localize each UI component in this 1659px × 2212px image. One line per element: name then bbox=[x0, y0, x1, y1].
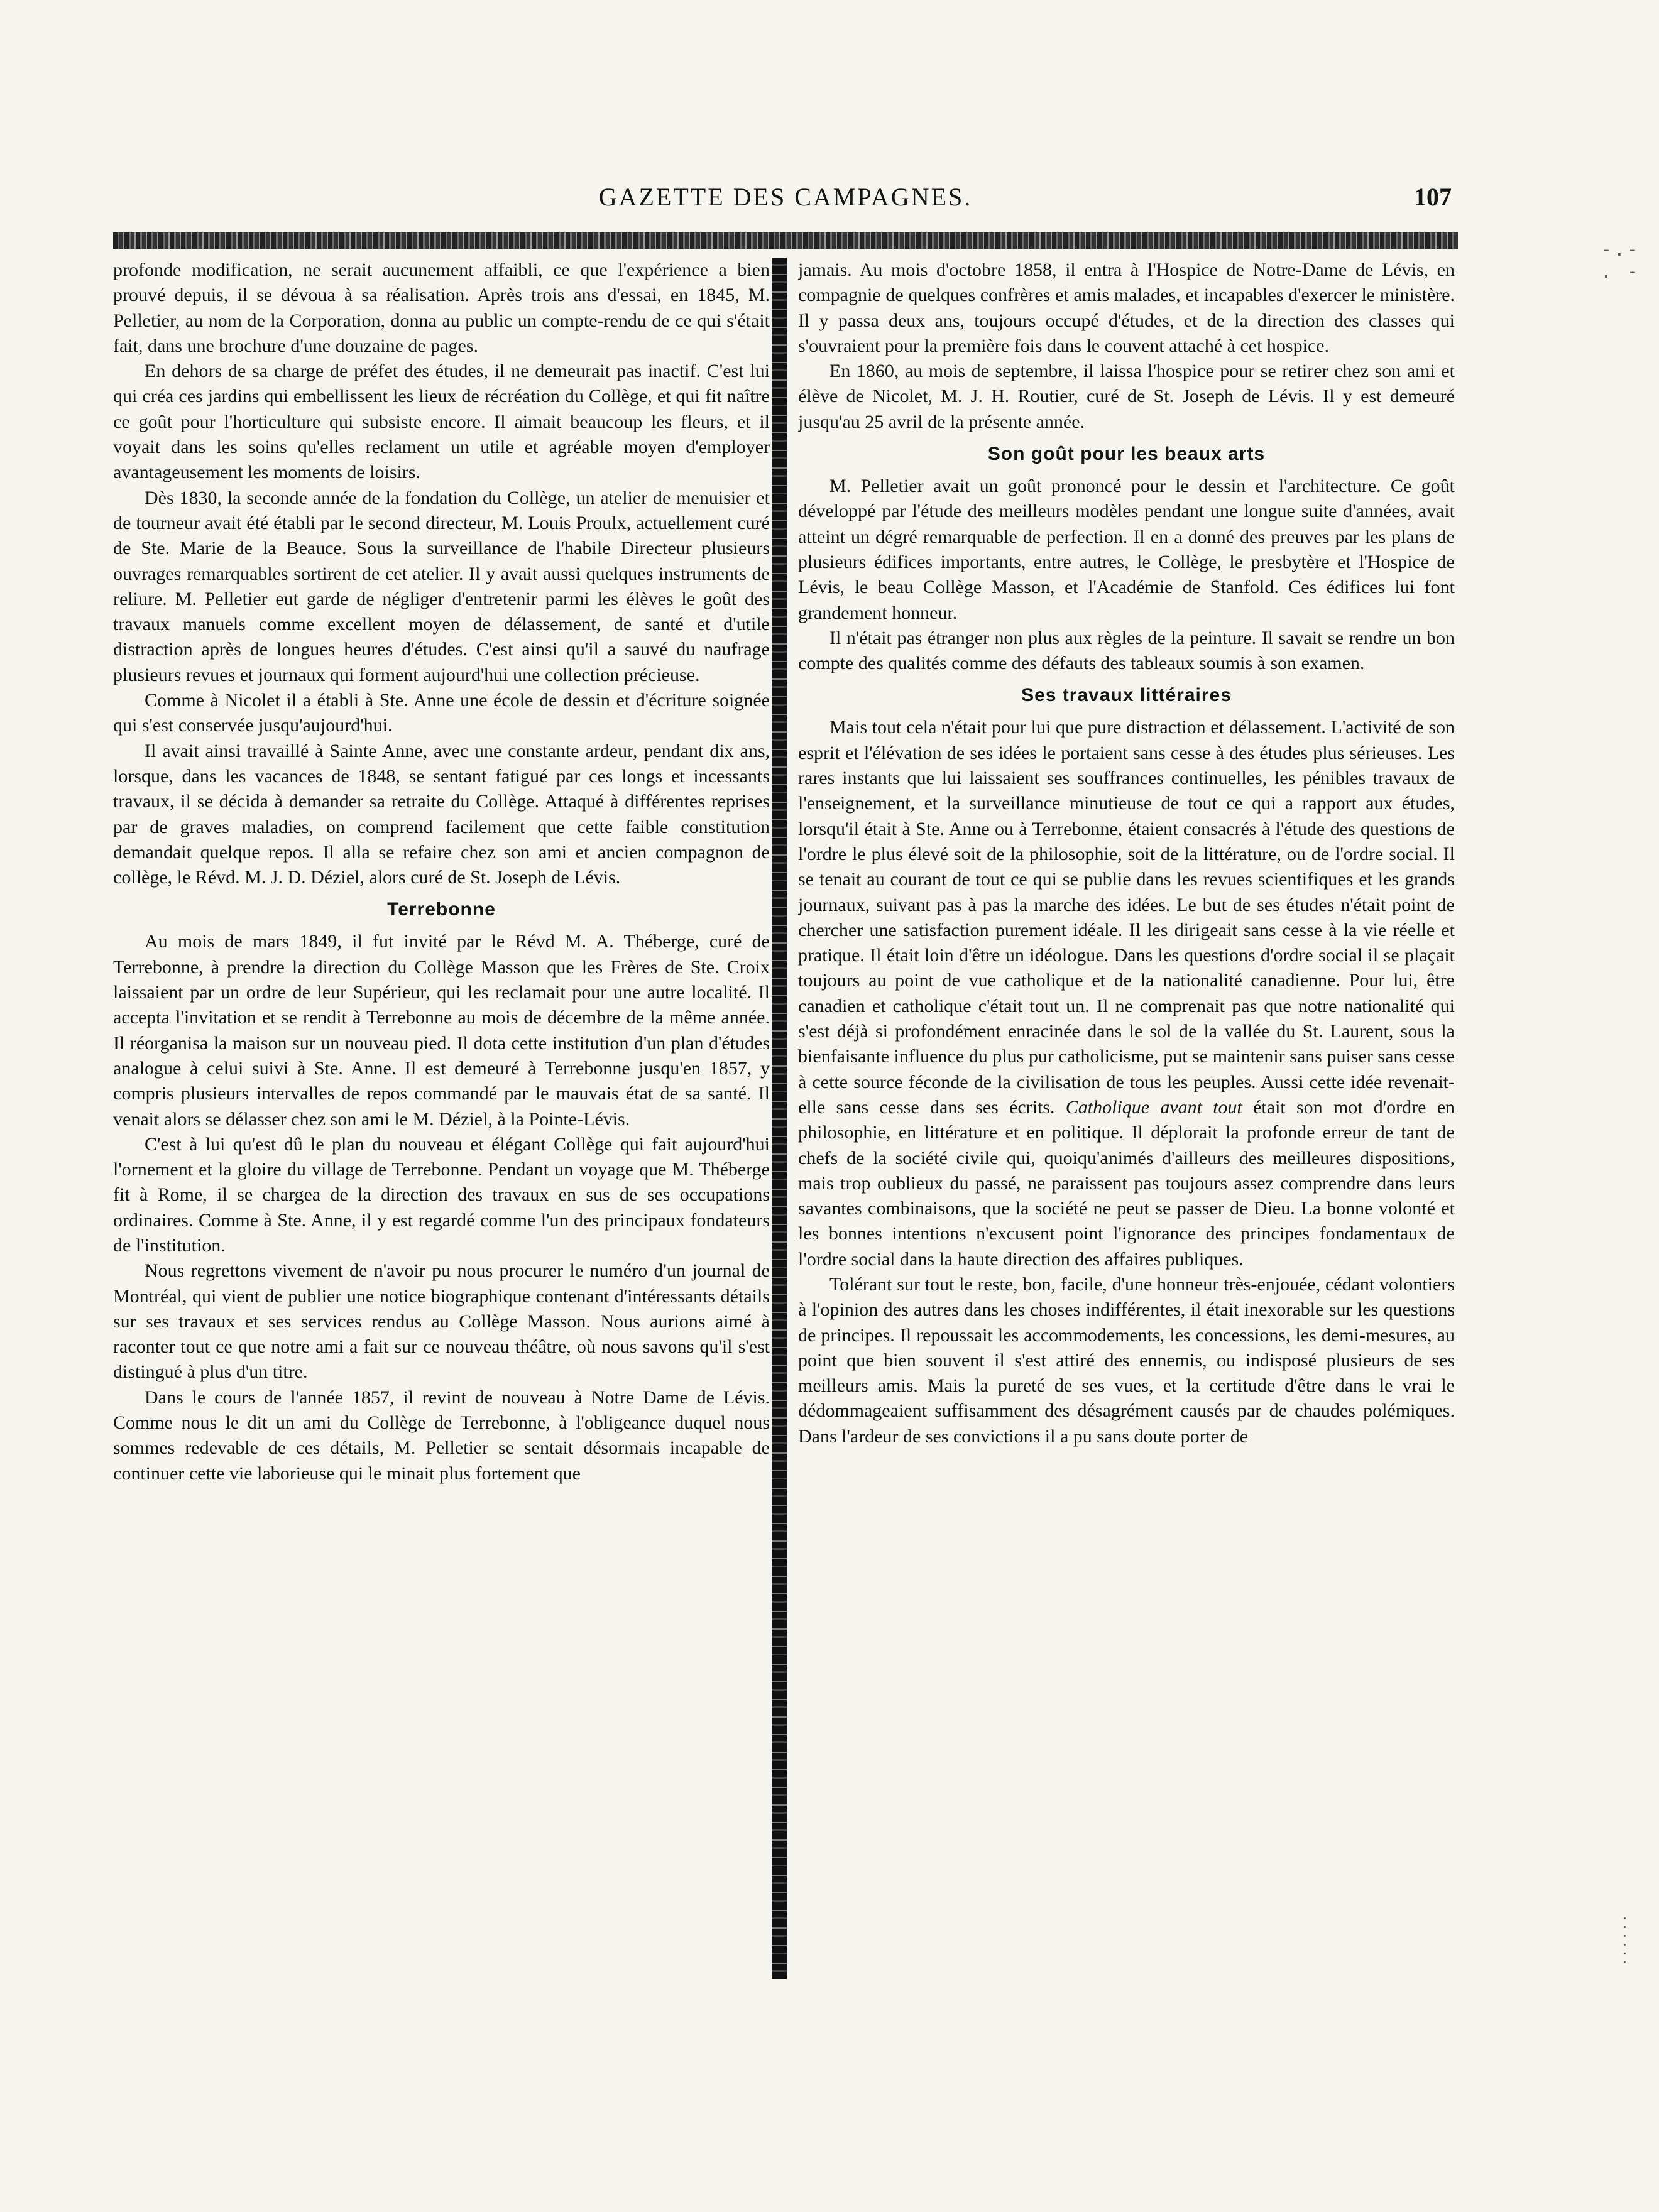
page-header bbox=[113, 182, 1458, 220]
paragraph: Comme à Nicolet il a établi à Ste. Anne une école de dessin et d'écriture soignée qui s'est conservée jusqu'aujourd'hui. bbox=[113, 690, 770, 736]
running-title: GAZETTE DES CAMPAGNES. bbox=[598, 183, 973, 211]
paragraph bbox=[798, 715, 1455, 1272]
paragraph: Il n'était pas étranger non plus aux règles de la peinture. Il savait se rendre un bon compte des qualités comme des défauts des tableaux soumis à son examen. bbox=[798, 627, 1455, 674]
paragraph: Au mois de mars 1849, il fut invité par le Révd M. A. Théberge, curé de Terrebonne, à prendre la direction du Collège Masson que les Frères de Ste. Croix laissaient par un ordre de leur Supérieur, qui les reclamait pour une autre localité. Il accepta l'invitation et se rendit à Terrebonne au mois de décembre de la même année. Il réorganisa la maison sur un nouveau pied. Il dota cette institution d'un plan d'études analogue à celui suivi à Ste. Anne. Il est demeuré à Terrebonne jusqu'en 1857, y compris plusieurs intervalles de repos commandé par le mauvais état de sa santé. Il venait alors se délasser chez son ami le M. Déziel, à la Pointe-Lévis. bbox=[113, 931, 770, 1130]
margin-scan-dots: . . . . . . bbox=[1619, 1916, 1639, 1964]
section-heading-terrebonne: Terrebonne bbox=[387, 899, 496, 920]
paragraph: Il avait ainsi travaillé à Sainte Anne, avec une constante ardeur, pendant dix ans, lorsque, dans les vacances de 1848, se sentant fatigué par ces longs et incessants travaux, il se décida à demander sa retraite du Collège. Attaqué à différentes reprises par de graves maladies, on comprend facilement que cette faible constitution demandait quelque repos. Il alla se refaire chez son ami et ancien compagnon de collège, le Révd. M. J. D. Déziel, alors curé de St. Joseph de Lévis. bbox=[113, 740, 770, 888]
margin-scan-marks: -.- . - bbox=[1600, 239, 1640, 283]
paragraph: Nous regrettons vivement de n'avoir pu nous procurer le numéro d'un journal de Montréal, qui vient de publier une notice biographique contenant d'intéressants détails sur ses travaux et ses services rendus au Collège Masson. Nous aurions aimé à raconter tout ce que notre ami a fait sur ce nouveau théâtre, où nous savons qu'il s'est distingué à plus d'un titre. bbox=[113, 1260, 770, 1383]
paragraph-text: Mais tout cela n'était pour lui que pure distraction et délassement. L'activité de son esprit et l'élévation de ses idées le portaient sans cesse à des études plus sérieuses. Les rares instants que lui laissaient ses souffrances continuelles, les pénibles travaux de l'enseignement, et la surveillance minutieuse de tout ce qui a rapport aux études, lorsqu'il était à Ste. Anne ou à Terrebonne, étaient consacrés à l'étude des questions de l'ordre le plus élevé soit de la philosophie, soit de la littérature, ou de l'ordre social. Il se tenait au courant de tout ce qui se publie dans les revues scientifiques et les grands journaux, suivant pas à pas la marche des idées. Le but de ses études n'était point de chercher une satisfaction purement idéale. Il les dirigeait sans cesse à la vie réelle et pratique. Il était loin d'être un idéologue. Dans les questions d'ordre social il se plaçait toujours au point de vue catholique et de la nationalité canadienne. Pour lui, être canadien et catholique c'était tout un. Il ne comprenait pas que notre nationalité qui s'est déjà si profondément enracinée dans le sol de la vallée du St. Laurent, sous la bienfaisante influence du plus pur catholicisme, put se maintenir sans puiser sans cesse à cette source féconde de la civilisation de tous les peuples. Aussi cette idée revenait-elle sans cesse dans ses écrits. bbox=[798, 717, 1455, 1118]
paragraph-text: était son mot d'ordre en philosophie, en littérature et en politique. Il déplorait la profonde erreur de tant de chefs de la société civile qui, quoiqu'animés d'ailleurs des meilleures dispositions, mais trop oublieux du passé, ne paraissent pas toujours assez comprendre dans leurs savantes combinaisons, que la société ne peut se passer de Dieu. La bonne volonté et les bonnes intentions n'excusent point l'ignorance des principes fondamentaux de l'ordre social dans la haute direction des affaires publiques. bbox=[798, 1096, 1455, 1270]
paragraph: Dès 1830, la seconde année de la fondation du Collège, un atelier de menuisier et de tourneur avait été établi par le second directeur, M. Louis Proulx, actuellement curé de Ste. Marie de la Beauce. Sous la surveillance de l'habile Directeur plusieurs ouvrages remarquables sortirent de cet atelier. Il y avait aussi quelques instruments de reliure. M. Pelletier eut garde de négliger d'entretenir parmi les élèves le goût des travaux manuels comme excellent moyen de délassement, de santé et d'utile distraction après de longues heures d'études. C'est ainsi qu'il a sauvé du naufrage plusieurs revues et journaux qui forment aujourd'hui une collection précieuse. bbox=[113, 487, 770, 685]
header-rule bbox=[113, 232, 1458, 249]
motto-emphasis: Catholique avant tout bbox=[1065, 1096, 1242, 1118]
section-heading-travaux: Ses travaux littéraires bbox=[1021, 685, 1232, 706]
paragraph: En dehors de sa charge de préfet des études, il ne demeurait pas inactif. C'est lui qui créa ces jardins qui embellissent les lieux de récréation du Collège, et qui fit naître ce goût pour l'horticulture qui subsiste encore. Il aimait beaucoup les fleurs, et il voyait dans les soins qu'elles reclament un utile et agréable moyen d'employer avantageusement les moments de loisirs. bbox=[113, 361, 770, 483]
column-gutter-rule bbox=[772, 258, 787, 1979]
paragraph: profonde modification, ne serait aucunement affaibli, ce que l'expérience a bien prouvé depuis, il se dévoua à sa réalisation. Après trois ans d'essai, en 1845, M. Pelletier, au nom de la Corporation, donna au public un compte-rendu de ce qui s'était fait, dans une brochure d'une douzaine de pages. bbox=[113, 259, 770, 356]
section-heading-beaux-arts: Son goût pour les beaux arts bbox=[987, 444, 1266, 465]
paragraph: Tolérant sur tout le reste, bon, facile, d'une honneur très-enjouée, cédant volontiers à l'opinion des autres dans les choses indifférentes, il était inexorable sur les questions de principes. Il repoussait les accommodements, les concessions, les demi-mesures, au point que bien souvent il s'est attiré des ennemis, ou indisposé plusieurs de ses meilleurs amis. Mais la pureté de ses vues, et la certitude d'être dans le vrai le dédommageaient suffisamment des désagrément causés par de chaudes polémiques. Dans l'ardeur de ses convictions il a pu sans doute porter de bbox=[798, 1273, 1455, 1447]
right-column bbox=[798, 258, 1455, 1982]
left-column bbox=[113, 258, 770, 1982]
page-number: 107 bbox=[1414, 183, 1452, 211]
paragraph: jamais. Au mois d'octobre 1858, il entra à l'Hospice de Notre-Dame de Lévis, en compagnie de quelques confrères et amis malades, et incapables d'exercer le ministère. Il y passa deux ans, toujours occupé d'études, et de la direction des classes qui s'ouvraient pour la première fois dans le couvent attaché à cet hospice. bbox=[798, 259, 1455, 356]
paragraph: Dans le cours de l'année 1857, il revint de nouveau à Notre Dame de Lévis. Comme nous le dit un ami du Collège de Terrebonne, à l'obligeance duquel nous sommes redevable de ces détails, M. Pelletier se sentait désormais incapable de continuer cette vie laborieuse qui le minait plus fortement que bbox=[113, 1387, 770, 1484]
paragraph: En 1860, au mois de septembre, il laissa l'hospice pour se retirer chez son ami et élève de Nicolet, M. J. H. Routier, curé de St. Joseph de Lévis. Il y est demeuré jusqu'au 25 avril de la présente année. bbox=[798, 361, 1455, 432]
paragraph: C'est à lui qu'est dû le plan du nouveau et élégant Collège qui fait aujourd'hui l'ornement et la gloire du village de Terrebonne. Pendant un voyage que M. Théberge fit à Rome, il se chargea de la direction des travaux en sus de ses occupations ordinaires. Comme à Ste. Anne, il y est regardé comme l'un des principaux fondateurs de l'institution. bbox=[113, 1133, 770, 1256]
paragraph: M. Pelletier avait un goût prononcé pour le dessin et l'architecture. Ce goût développé par l'étude des meilleurs modèles pendant une longue suite d'années, avait atteint un dégré remarquable de perfection. Il en a donné des preuves par les plans de plusieurs édifices importants, entre autres, le Collège, le presbytère et l'Hospice de Lévis, le beau Collège Masson, et l'Académie de Stanfold. Ces édifices lui font grandement honneur. bbox=[798, 476, 1455, 623]
